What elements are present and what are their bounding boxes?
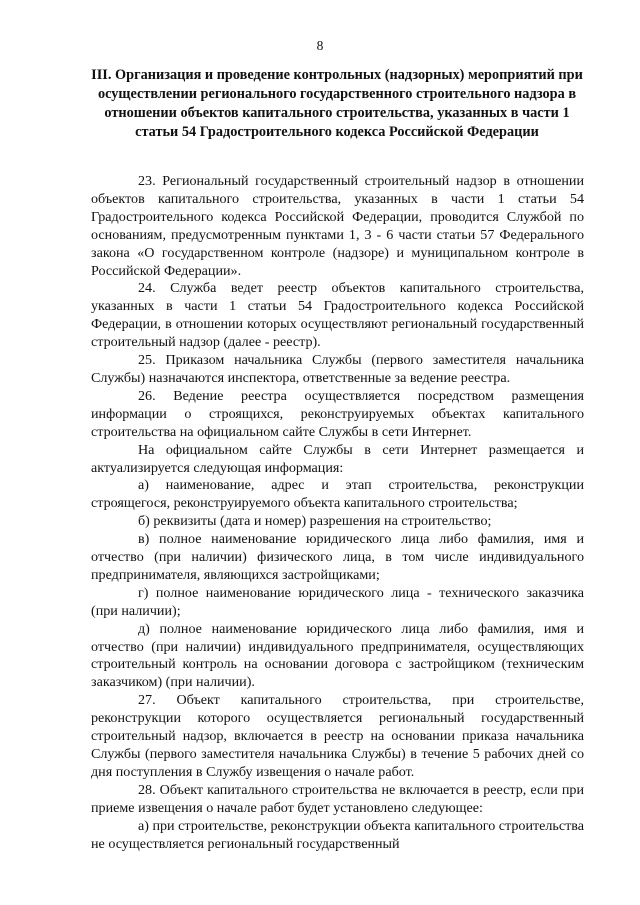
list-item-d: д) полное наименование юридического лица либо фамилия, имя и отчество (при наличии) индивидуального предпринимателя, осуществляющих строительный контроль на основании договора с застройщиком (техническим заказчиком) (при наличии).: [91, 620, 584, 691]
list-item-a: а) наименование, адрес и этап строительства, реконструкции строящегося, реконструируемого объекта капитального строительства;: [91, 477, 584, 512]
document-body: [91, 173, 584, 853]
page-number: 8: [316, 38, 324, 53]
paragraph-26: 26. Ведение реестра осуществляется посредством размещения информации о строящихся, реконструируемых объектах капитального строительства на официальном сайте Службы в сети Интернет.: [91, 387, 584, 440]
paragraph-25: 25. Приказом начальника Службы (первого заместителя начальника Службы) назначаются инспектора, ответственные за ведение реестра.: [91, 352, 584, 386]
list-item-g: г) полное наименование юридического лица - технического заказчика (при наличии);: [91, 584, 584, 619]
paragraph-28-item-a: а) при строительстве, реконструкции объекта капитального строительства не осуществляется региональный государственный: [91, 817, 584, 852]
list-item-v: в) полное наименование юридического лица либо фамилия, имя и отчество (при наличии) физического лица, в том числе индивидуального предпринимателя, являющихся застройщиками;: [91, 531, 584, 583]
paragraph-23: 23. Региональный государственный строительный надзор в отношении объектов капитального строительства, указанных в части 1 статьи 54 Градостроительного кодекса Российской Федерации, проводится Службой по основаниям, предусмотренным пунктами 1, 3 - 6 части статьи 57 Федерального закона «О государственном контроле (надзоре) и муниципальном контроле в Российской Федерации».: [91, 173, 584, 279]
paragraph-site-info: На официальном сайте Службы в сети Интернет размещается и актуализируется следующая информация:: [91, 441, 584, 476]
paragraph-24: 24. Служба ведет реестр объектов капитального строительства, указанных в части 1 статьи 54 Градостроительного кодекса Российской Федерации, в отношении которых осуществляют региональный государственный строительный надзор (далее - реестр).: [91, 280, 584, 351]
section-heading: III. Организация и проведение контрольных (надзорных) мероприятий при осуществлении регионального государственного строительного надзора в отношении объектов капитального строительства, указанных в части 1 статьи 54 Градостроительного кодекса Российской Федерации: [91, 67, 583, 140]
paragraph-27: 27. Объект капитального строительства, при строительстве, реконструкции которого осуществляется региональный государственный строительный надзор, включается в реестр на основании приказа начальника Службы (первого заместителя начальника Службы) в течение 5 рабочих дней со дня поступления в Службу извещения о начале работ.: [91, 692, 584, 780]
paragraph-28: 28. Объект капитального строительства не включается в реестр, если при приеме извещения о начале работ будет установлено следующее:: [91, 781, 584, 816]
list-item-b: б) реквизиты (дата и номер) разрешения на строительство;: [138, 513, 492, 530]
